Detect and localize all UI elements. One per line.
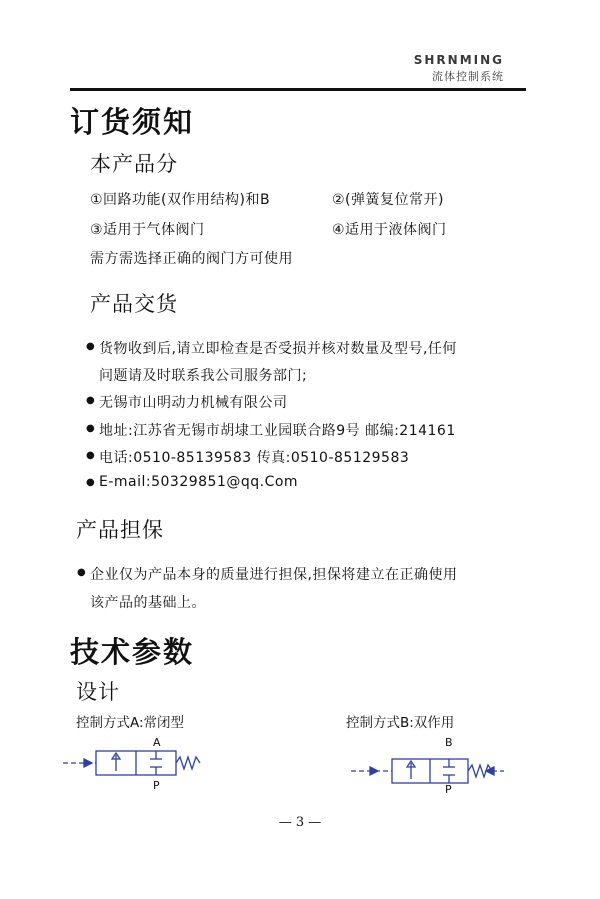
classification-item-3: ③适用于气体阀门 [90, 222, 205, 238]
design-heading: 设计 [76, 680, 120, 704]
company-name: ● 无锡市山明动力机械有限公司 [99, 392, 288, 412]
delivery-heading: 产品交货 [90, 292, 178, 316]
classification-heading: 本产品分 [90, 152, 178, 176]
brand-name-cn: 流体控制系统 [432, 70, 504, 83]
company-address: ● 地址:江苏省无锡市胡埭工业园联合路9号 邮编:214161 [99, 420, 456, 440]
classification-item-4: ④适用于液体阀门 [332, 222, 447, 238]
classification-item-2: ②(弹簧复位常开) [332, 192, 444, 208]
control-mode-b-label: 控制方式B:双作用 [346, 715, 455, 731]
order-notice-title: 订货须知 [70, 105, 195, 139]
tech-title: 技术参数 [70, 635, 195, 669]
warranty-text: ● 企业仅为产品本身的质量进行担保,担保将建立在正确使用 [90, 564, 457, 584]
valve-symbol-a [60, 733, 210, 793]
valve-symbol-b [348, 733, 508, 793]
valve-b-port-top: B [445, 736, 453, 749]
warranty-heading: 产品担保 [76, 518, 164, 542]
control-mode-a-label: 控制方式A:常闭型 [76, 715, 185, 731]
valve-b-port-bottom: P [445, 783, 452, 793]
company-phone: ● 电话:0510-85139583 传真:0510-85129583 [99, 447, 409, 467]
company-email: ● E-mail:50329851@qq.Com [99, 474, 298, 490]
delivery-instruction: ● 货物收到后,请立即检查是否受损并核对数量及型号,任何 [99, 338, 457, 358]
valve-a-port-bottom: P [153, 779, 160, 792]
page-number: — 3 — [278, 815, 322, 830]
valve-a-port-top: A [153, 736, 161, 749]
classification-item-1: ①回路功能(双作用结构)和B [90, 192, 271, 208]
brand-name-en: SHRNMING [413, 53, 504, 67]
warranty-text-cont: 该产品的基础上。 [90, 595, 206, 611]
delivery-instruction-cont: 问题请及时联系我公司服务部门; [99, 368, 308, 384]
header-rule [70, 88, 526, 91]
classification-note: 需方需选择正确的阀门方可使用 [90, 251, 293, 267]
